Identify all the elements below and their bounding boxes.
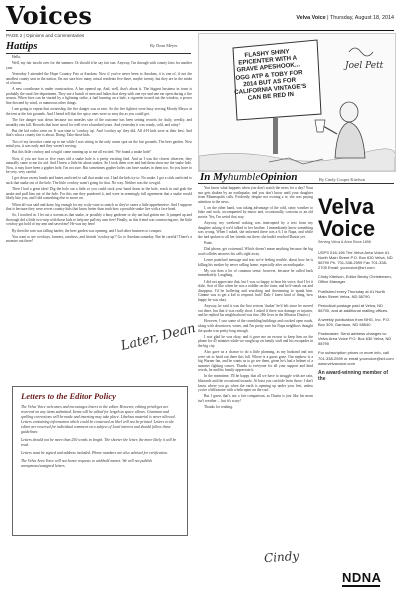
hat-tips-paragraph: Two of my favorites came up to me while I was sitting in the only warm spot on the fair grounds. The beer garden. Now mind you, it was early and they weren't serving. [6, 139, 192, 149]
cartoon-artist-scribble [349, 48, 373, 56]
masthead-rule [6, 30, 394, 31]
publication-info-block: A weekly publication from BHG, Inc. P.O. Box 309, Garrison, ND 58540 [318, 316, 391, 328]
cartoon-sign-text: FLASHY SHINY EPICENTER WITH A GRAVE APESHOOK... OGG ATP & TOBY FOR 2014 BUT AS FOR CALIFORNIA VINTAGE'S CAN BE RED IN [233, 48, 307, 103]
hat-tips-paragraph: You want to see cowboys, farmers, ranchers, and friends 'cowboy up'? Go to Anodam someday. But be careful! There's a monster out there! [6, 234, 192, 244]
cartoon-artist-signature: Joel Pett [345, 61, 384, 71]
hat-tips-signature: Later, Dean [119, 320, 198, 355]
publication-info-block: Periodical postage paid at Velva, ND 58790, and at additional mailing offices. [318, 302, 389, 313]
hat-tips-paragraph: Yesterday I attended the Hope Country Fair at Anodam. Now if you've never been to Anodam, it is one of, if not the smallest county seat in the nation, I'm not sure how many actual residents live there, maybe twenty, but they are in the midst of a boom. [6, 72, 192, 86]
logo-word-voice: Voice [318, 216, 376, 241]
publication-info-block: For subscription prices or more info, call 701-338-2599 or email yourvoice@srt.com www.velvavoice.com [318, 350, 394, 366]
publication-info-block: Cindy Kitelson, Editor Becky Christensen, Office Manager [318, 274, 392, 285]
hat-tips-paragraph: Hello, [12, 55, 22, 59]
humble-opinion-paragraph: I was glad he was okay, and it gave me an excuse to keep him on the phone for 45 minutes while we caught up on family stuff and his escapades in the big city. [198, 334, 313, 348]
humble-opinion-title-humble: humble [227, 171, 261, 183]
hat-tips-paragraph: Well, my fair incoln over for the summer. Or should it be say fair sun. Anyway, I'm through with county fairs for another year. [6, 61, 192, 70]
cartoon-figure-head [340, 102, 358, 122]
humble-opinion-paragraph: You know what happens when you don't watch the news for a day? Your sun gets shaken by an earthquake, and you don't know until your daughter from Minneapolis calls. Evidently, despite not owning a tv, she was paying attention to the news. [198, 186, 313, 204]
hat-tips-paragraph: By then the rain was falling harder, the beer garden was opening, and I had other business to conquer. [12, 228, 162, 233]
hat-tips-paragraph: The fire danger was down because too measles size of the outcome has been setting records for daily, weekly, and monthly rain fall. Records that have stood for well over a hundred years. And yesterday it was windy, cold, and rainy! [6, 118, 192, 127]
humble-opinion-paragraph: Dial phone, get voicemail. Which doesn't mean anything because the big road collides answers his calls right away. [198, 247, 313, 256]
cartoon-wine-glass [315, 120, 325, 132]
humble-opinion-title-prefix: In My [200, 171, 228, 183]
cartoon-figure-arm [323, 126, 337, 134]
humble-opinion-paragraph: However, I saw some of the crumbling buildings and cracked open roads, along with downtown, wines, and I'm pretty sure his Napa neighbors thought the quake was pretty long enough. [198, 319, 313, 333]
ndna-logo [342, 570, 380, 586]
publication-info-block: Published every Thursday at #1 North Main Street Velva, ND 58790 [318, 288, 386, 299]
humble-opinion-paragraph: Thanks for reading. [204, 405, 233, 410]
logo-word-velva: Velva [318, 194, 375, 219]
letters-policy-body [21, 405, 181, 472]
hat-tips-paragraph: A new courthouse is under construction. A bar opened up. And, well, that's about it. The biggest business in town is probably the rural fire department. They use a bunch of men and ladies that sleep with one eye and one ear open during a fire season. When fires can be started by a lightning strike, a fuel burning on a bale, a cigarette tossed out the window, a power line downed by wind, or numerous other things. [6, 87, 192, 105]
issue-date: Thursday, August 18, 2014 [329, 15, 394, 21]
velva-voice-logo [318, 196, 375, 240]
hat-tips-title-suffix: tips [22, 41, 38, 52]
letters-policy-paragraph: Letters must be signed and address included. Phone numbers are also advised for verification. [21, 451, 168, 455]
humble-opinion-paragraph: Leave panicked message and text we're feeling terrible. about how he is killing his mother by never calling home, especially after an earthquake. [198, 258, 313, 267]
publication-info-block: Postmaster: Send address changes to: Velva Area Voice P.O. Box 630 Velva, ND 58790 [318, 331, 392, 347]
cartoon-sign-text-area [232, 50, 308, 112]
cartoon-ground [199, 149, 395, 171]
hat-tips-paragraph: But the kid rodeo went on. It was time to 'cowboy up'. And 'cowboy up' they did. All 4-H kids were at their best. And that's what a county fair is about. Doing. Take those kids. [6, 128, 192, 138]
paper-name: Velva Voice [296, 15, 326, 21]
hat-tips-byline: By Dean Meyer [150, 43, 178, 48]
page-section-label: PAGE 2 | Opinions and Commentaries [6, 33, 85, 38]
humble-opinion-paragraph: Panic. [204, 241, 214, 246]
hat-tips-paragraph: I got down on my hands and knees and tried to call that snake out. I had the kids try to. No snake. I got a stick and tried to suck that snake out of the hole. The little cowboy wasn't going for that. No way. Neither was the cowgirl. [6, 176, 192, 185]
publication-sidebar [318, 190, 394, 594]
letters-policy-paragraph: The Velva Area Voice will not honor requests to withhold names. We will not publish anonymous/unsigned letters. [21, 459, 153, 468]
section-title: Voices [6, 1, 93, 30]
letters-policy-title: Letters to the Editor Policy [21, 391, 116, 401]
letters-policy-box [12, 386, 188, 536]
letters-policy-paragraph: The Velva Voice welcomes and encourages letters to the editor. However, editing privileges are reserved on any items submitted. Items will be edited for length as space allows. Grammar and spelling corrections will be made and inserting may take place. Libelous material is never allowed. Letters containing information which could be construed as libel will not be printed. Letters to the editor are reserved for individual comment on a subject of local interest and should follow these guidelines: [21, 405, 176, 434]
hat-tips-paragraph: So, I touched in. I let out a scream as that snake, or possibly a busy gardener or shy ant had gotten me. It jumped up and thorough did a little two-step with those kids to help me pull my arm free! Finally, as this friend was comeswing me, the little cowboy got hold of my arm and saved me! He was my hero! [6, 213, 192, 227]
hat-tips-title [6, 41, 38, 52]
humble-opinion-rule [198, 183, 394, 184]
issue-line [296, 15, 394, 21]
publication-info-block: USPS 016-196 The Velva Area Voice #1 North Main Street P.O. Box 630 Velva, ND 58790 Ph. 701-338-2599 Fax 701-338-2705 Email: yourvoice@srt.com [318, 250, 393, 271]
award-line: An award-winning member of the [318, 369, 389, 382]
hat-tips-paragraph: I am going to repeat that ownership, the fire danger was at zero. So the fire fighters were busy serving Moody Mayor at the tent at the fair grounds. And I heard tell that fire spicy ones were so easy the as you could get. [6, 107, 192, 116]
humble-opinion-paragraph: But I guess that's not a fair comparison, as Dustin is just like his mom isn't weather ... but it's scary! [198, 394, 313, 403]
humble-opinion-paragraph: Anyway, he said it was the first serious 'shaker' he'd felt since he moved out there, but that it was really short. I asked if there was damage or injuries, and he replied his neighborhood was fine. (He lives in the Mission District.) [198, 304, 313, 318]
issue-separator: | [327, 15, 330, 21]
humble-opinion-title-suffix: Opinion [260, 171, 298, 183]
humble-opinion-paragraph: Anyway, my weekend waking was interrupted by a text from my daughter asking if we'd talked to her brother. I immediately knew something was wrong. When I asked, she informed there was a 6.1 in Napa, and while she had spoken to all her friends out there, she hadn't reached Dustin yet. [198, 221, 313, 239]
humble-opinion-paragraph: I did not appreciate that, but I was so happy to hear his voice, that I let it slide. Sort of like when he was a toddler on the farm, and he'd sneak out and disappear. I'd be hollering and searching and threatening to spank him. Gimme was to get a kid to respond, huh? Dah; I knew kind of thing, how happy he was okay. [198, 279, 313, 302]
humble-opinion-paragraph: I, on the other hand, was taking advantage of the cold, rainy weather to bake and cook, accompanied by music and, occasionally, cartoons or an old movie. Yes, I'm weird that way. [198, 205, 313, 219]
ndna-logo-text: NDNA [342, 570, 382, 585]
humble-opinion-title [200, 171, 298, 183]
hat-tips-paragraph: Now, if you are four or five years old a snake hole is a pretty exciting find. And as I was the closest observer, they naturally came to me for aid. And I knew a little bit about snakes. So I took them over and had them show me the snake hole. Now, it may have been a gopher hole, I'm not sure. But sometimes gopher holes can have snakes in them too. So you have to be very, very careful. [6, 156, 192, 175]
hat-tips-paragraph: Then I had a great idea! Dig the hole out a little so you could stick your hand down in the hole, reach in and grab the snake and pull him out of the hole. For this one they pondered it, and were in seemingly full agreement that a snake would likely bite you, and I did something else to move on. [6, 187, 192, 201]
publication-info [318, 250, 394, 386]
hat-tips-paragraph: When all was said and done, big enough for my scaly-cone to snatch so they're canes a little apprehensive. And I suppose that is because they were secret country kids that know better than truth how a possible snake live with a face head. [6, 202, 192, 212]
cartoon-figure-body [335, 122, 365, 158]
humble-opinion-paragraph: In the meantime, I'll be happy that all we have to struggle with are rain, blizzards and the occasional tornado. At least you can hide from those; I don't know where you go when the earth is opening up under your feet, unless you're a billionaire with a helicopter on the roof. [198, 374, 313, 393]
logo-tagline: Serving Velva & Area Since 1898 [318, 240, 371, 244]
humble-opinion-paragraph: My son does a lot of common sense, however, because he called back immediately. Laughing. [198, 268, 313, 278]
hat-tips-rule [6, 53, 191, 54]
humble-opinion-paragraph: Also gave us a chance to do a little planning, as my husband and son were set to head out there this fall. Where is a guess gone. Our nephew is a big Warner fan, and he wants us to go see them, given he's had a helmet of a summer fighting cancer. Thanks to everyone for all your support and kind words, he and his family appreciate it. [198, 350, 313, 373]
cartoon-sign-post [273, 118, 278, 154]
letters-policy-paragraph: Letters should not be more than 250 words in length. The shorter the letter, the more likely it will be read. [21, 438, 177, 447]
hat-tips-title-prefix: Hat [6, 41, 23, 52]
masthead [6, 1, 394, 30]
humble-opinion-body [198, 186, 313, 578]
humble-opinion-signature: Cindy [263, 548, 300, 566]
humble-opinion-byline: By Cindy Cooper Kitelson [319, 177, 365, 182]
hat-tips-paragraph: But this little cowboy and cowgirl came running up to me all excited. 'We found a snake hole!' [12, 150, 152, 155]
